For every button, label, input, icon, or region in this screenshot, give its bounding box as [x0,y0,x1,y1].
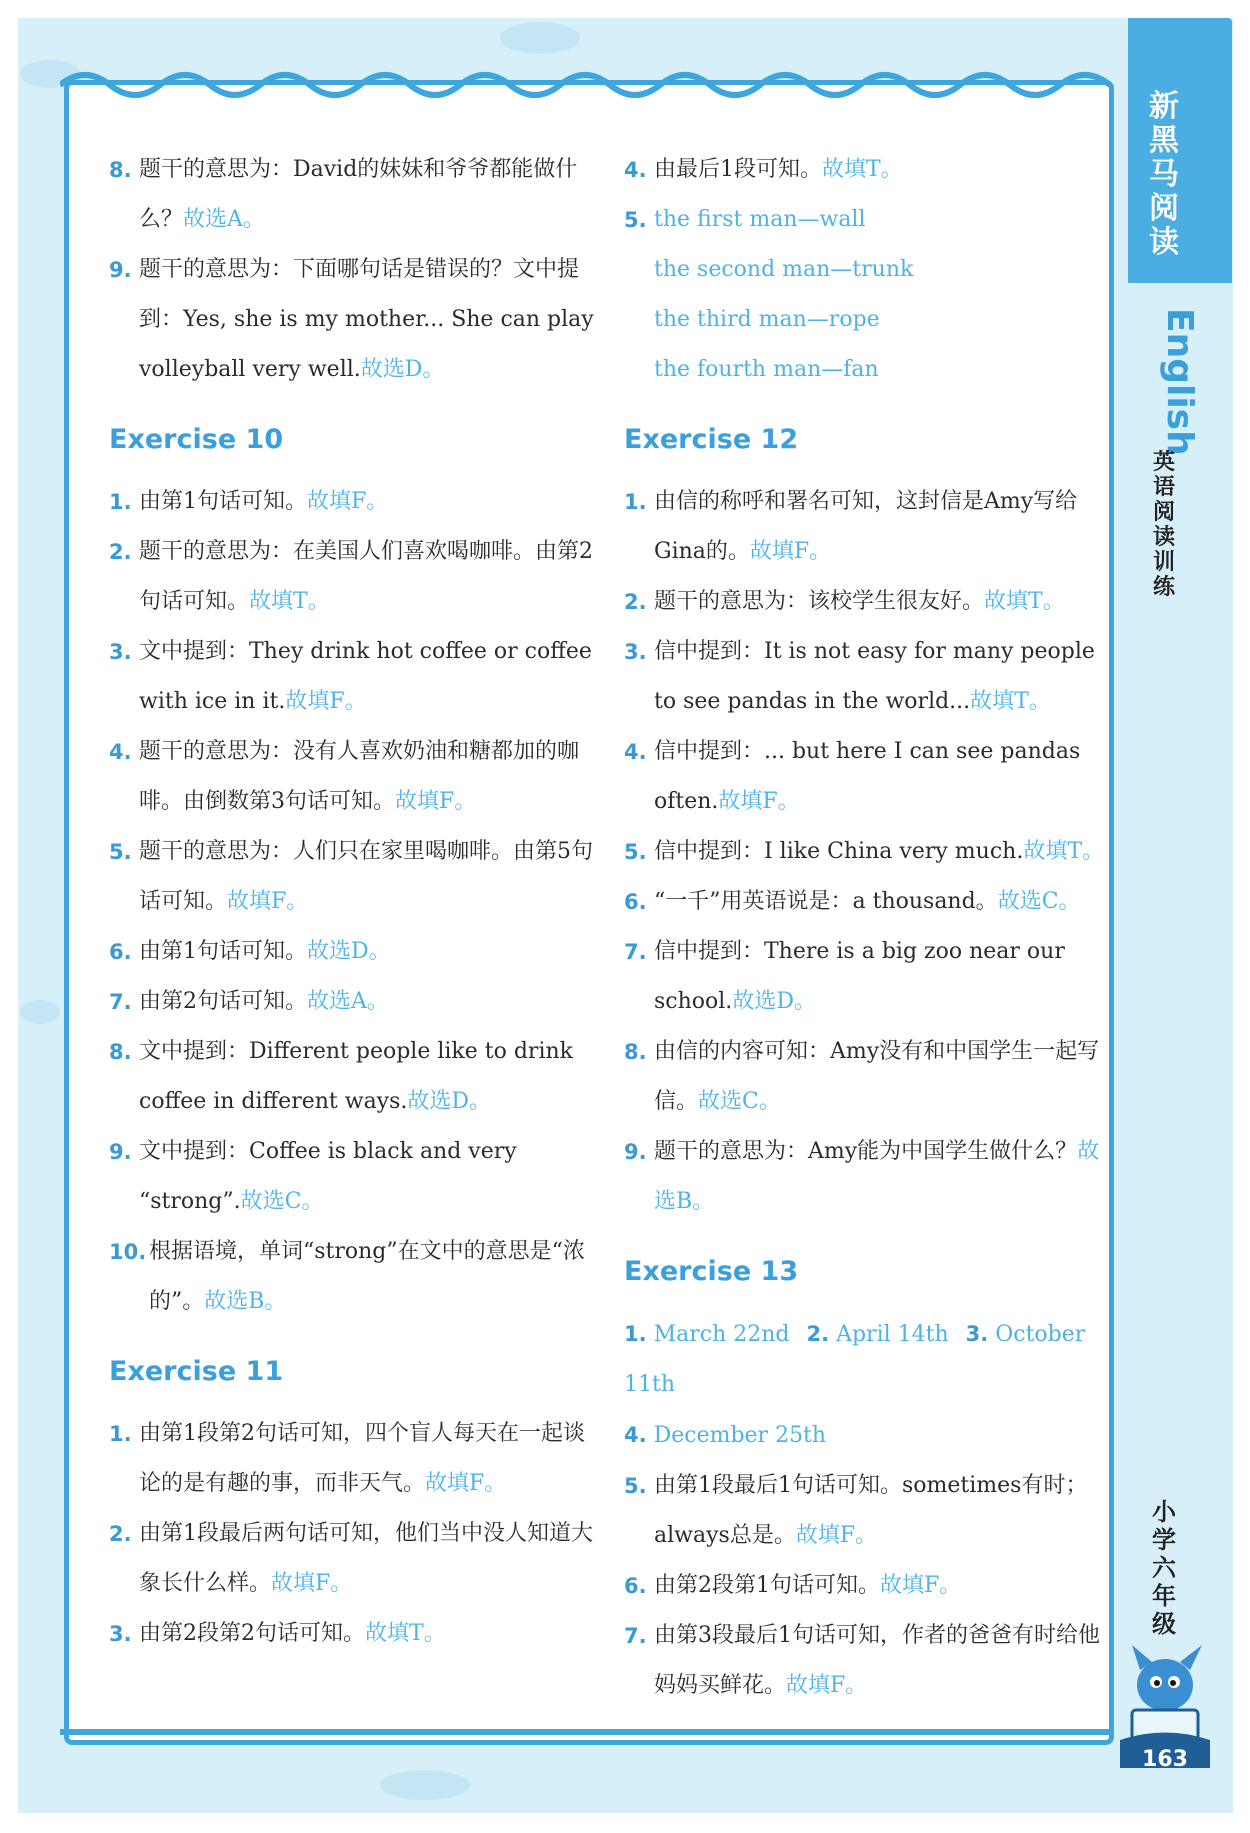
item-number: 3. [965,1322,989,1346]
item-text: 由信的内容可知：Amy没有和中国学生一起写信。 [654,1039,1100,1114]
answer-text: 故选B。 [204,1289,287,1314]
page-number: 163 [1142,1747,1188,1772]
cloud-decoration [500,22,580,54]
item-text: 题干的意思为：David的妹妹和爷爷都能做什么？ [139,157,578,232]
answer-text: 故填F。 [749,539,832,564]
answer-text: the fourth man—fan [654,357,879,382]
cloud-decoration [20,1000,60,1024]
left-column [109,145,599,1659]
item-number: 6. [109,940,132,964]
item-text: 由第1句话可知。 [139,489,307,514]
answer-text: the third man—rope [654,307,880,332]
item-number: 5. [624,208,647,232]
item-number: 2. [109,540,132,564]
item-text: 信中提到：I like China very much. [654,839,1024,864]
item-text: 由第1段最后两句话可知，他们当中没人知道大象长什么样。 [139,1521,593,1596]
item-number: 5. [624,1474,647,1498]
item-number: 7. [109,990,132,1014]
section-title-exercise-12: Exercise 12 [624,424,799,455]
answer-text: the first man—wall [654,207,866,232]
item-number: 4. [109,740,132,764]
answer-text: 故填T。 [822,157,903,182]
list-item [624,1561,1114,1611]
list-item [109,1509,599,1609]
item-number: 4. [624,1423,647,1447]
answer-text: 故填F。 [795,1523,878,1548]
item-text: 信中提到：It is not easy for many people to see pandas in the world... [654,639,1095,714]
item-text: 题干的意思为：下面哪句话是错误的？文中提到：Yes, she is my mother... She can play volleyball very well. [139,257,594,382]
item-text: “一千”用英语说是：a thousand。 [654,889,998,914]
exercise-11-list [109,1409,599,1659]
list-item [624,145,1114,195]
item-number: 6. [624,890,647,914]
brand-chinese-title: 新黑马阅读 [1149,89,1179,260]
item-number: 5. [109,840,132,864]
item-number: 2. [109,1522,132,1546]
answer-text: 故填F。 [271,1571,353,1596]
answer-text: 故填F。 [718,789,800,814]
answer-text: 故选D。 [360,357,445,382]
answer-text: 故选C。 [698,1089,781,1114]
item-text: 由第1段最后1句话可知。sometimes有时；always总是。 [654,1473,1088,1548]
list-item [109,1227,599,1327]
item-number: 3. [624,640,647,664]
item-number: 2. [806,1322,830,1346]
right-column [624,145,1114,1711]
item-text: 题干的意思为：Amy能为中国学生做什么？ [654,1139,1078,1164]
item-text: 文中提到：Different people like to drink coffee in different ways. [139,1039,573,1114]
item-text: 题干的意思为：该校学生很友好。 [654,589,985,614]
answer-panel [64,80,1114,1745]
item-number: 10. [109,1240,147,1264]
list-item [624,1410,1114,1461]
item-number: 7. [624,940,647,964]
item-text: 由第1句话可知。 [139,939,307,964]
item-number: 5. [624,840,647,864]
answer-text: October 11th [624,1322,1086,1397]
section-title-exercise-10: Exercise 10 [109,424,284,455]
section-title-exercise-13: Exercise 13 [624,1256,799,1287]
answer-text: April 14th [836,1322,949,1347]
list-item [624,627,1114,727]
item-text: 信中提到：... but here I can see pandas often. [654,739,1081,814]
item-number: 9. [109,1140,132,1164]
answer-text: 故填F。 [285,689,367,714]
answer-text: 故选D。 [407,1089,492,1114]
answer-text: 故选D。 [307,939,391,964]
list-item [624,477,1114,577]
item-number: 3. [109,1622,132,1646]
list-item [109,145,599,245]
item-number: 3. [109,640,132,664]
exercise-13-list [624,1461,1114,1711]
answer-text: 故填T。 [365,1621,446,1646]
item-text: 题干的意思为：在美国人们喜欢喝咖啡。由第2句话可知。 [139,539,593,614]
item-text: 文中提到：They drink hot coffee or coffee with ice in it. [139,639,592,714]
list-item [109,727,599,827]
list-item [624,1611,1114,1711]
item-text: 根据语境，单词“strong”在文中的意思是“浓的”。 [149,1239,585,1314]
item-number: 2. [624,590,647,614]
list-item [624,577,1114,627]
list-item [109,1609,599,1659]
item-text: 由信的称呼和署名可知，这封信是Amy写给Gina的。 [654,489,1078,564]
grade-label: 小学六年级 [1152,1498,1176,1638]
answer-text: 故填T。 [1023,839,1105,864]
answer-text: 故选A。 [307,989,389,1014]
item-text: 由第2句话可知。 [139,989,307,1014]
brand-subtitle: 英语阅读训练 [1152,450,1175,600]
wavy-frame-top [60,60,1110,100]
answer-text: 故选C。 [240,1189,324,1214]
item-number: 1. [109,490,132,514]
answer-text: December 25th [653,1423,827,1448]
item-text: 题干的意思为：人们只在家里喝咖啡。由第5句话可知。 [139,839,593,914]
item-text: 题干的意思为：没有人喜欢奶油和糖都加的咖啡。由倒数第3句话可知。 [139,739,580,814]
exercise-12-list [624,477,1114,1227]
answer-text: 故填F。 [786,1673,868,1698]
answer-text: 故选A。 [183,207,265,232]
list-item [109,927,599,977]
answer-text: 故填F。 [227,889,309,914]
answer-text: 故选D。 [732,989,816,1014]
list-item [109,1127,599,1227]
item-number: 8. [624,1040,647,1064]
answer-text: 故填T。 [984,589,1065,614]
list-item [109,245,599,395]
exercise-10-list [109,477,599,1327]
answer-text: 故填F。 [880,1573,962,1598]
item-number: 1. [624,490,647,514]
item-number: 9. [624,1140,647,1164]
list-item [109,977,599,1027]
list-item [624,1027,1114,1127]
item-number: 8. [109,158,132,182]
list-item [624,727,1114,827]
item-number: 8. [109,1040,132,1064]
answer-text: March 22nd [653,1322,790,1347]
list-item [109,827,599,927]
section-title-exercise-11: Exercise 11 [109,1356,284,1387]
sidebar [1128,18,1232,1813]
item-text: 由最后1段可知。 [654,157,822,182]
item-number: 4. [624,158,647,182]
answer-text: the second man—trunk [654,257,914,282]
list-item [109,627,599,727]
item-number: 7. [624,1624,647,1648]
brand-english-title: English [1159,308,1200,456]
item-text: 由第2段第2句话可知。 [139,1621,365,1646]
answer-text: 故选B。 [654,1139,1100,1214]
bottom-frame [60,1725,1110,1739]
item-text: 文中提到：Coffee is black and very “strong”. [139,1139,517,1214]
list-item [624,877,1114,927]
item-text: 信中提到：There is a big zoo near our school. [654,939,1065,1014]
item-text: 由第1段第2句话可知，四个盲人每天在一起谈论的是有趣的事，而非天气。 [139,1421,585,1496]
answer-text: 故填F。 [395,789,477,814]
list-item [624,1127,1114,1227]
list-item [109,1409,599,1509]
list-item [109,477,599,527]
answer-text: 故填F。 [307,489,389,514]
cloud-decoration [380,1770,470,1800]
item-number: 1. [624,1322,647,1346]
answer-text: 故选C。 [997,889,1081,914]
item-number: 9. [109,258,132,282]
item-number: 4. [624,740,647,764]
item-text: 由第3段最后1句话可知，作者的爸爸有时给他妈妈买鲜花。 [654,1623,1100,1698]
item-number: 6. [624,1574,647,1598]
answer-text: 故填T。 [970,689,1051,714]
list-item [624,827,1114,877]
list-item [109,1027,599,1127]
list-item [624,927,1114,1027]
answer-text: 故填F。 [425,1471,507,1496]
item-text: 由第2段第1句话可知。 [654,1573,880,1598]
list-item [624,1309,1114,1410]
item-number: 1. [109,1422,132,1446]
list-item [624,1461,1114,1561]
list-item [624,195,1114,245]
list-item [109,527,599,627]
answer-text: 故填T。 [249,589,330,614]
